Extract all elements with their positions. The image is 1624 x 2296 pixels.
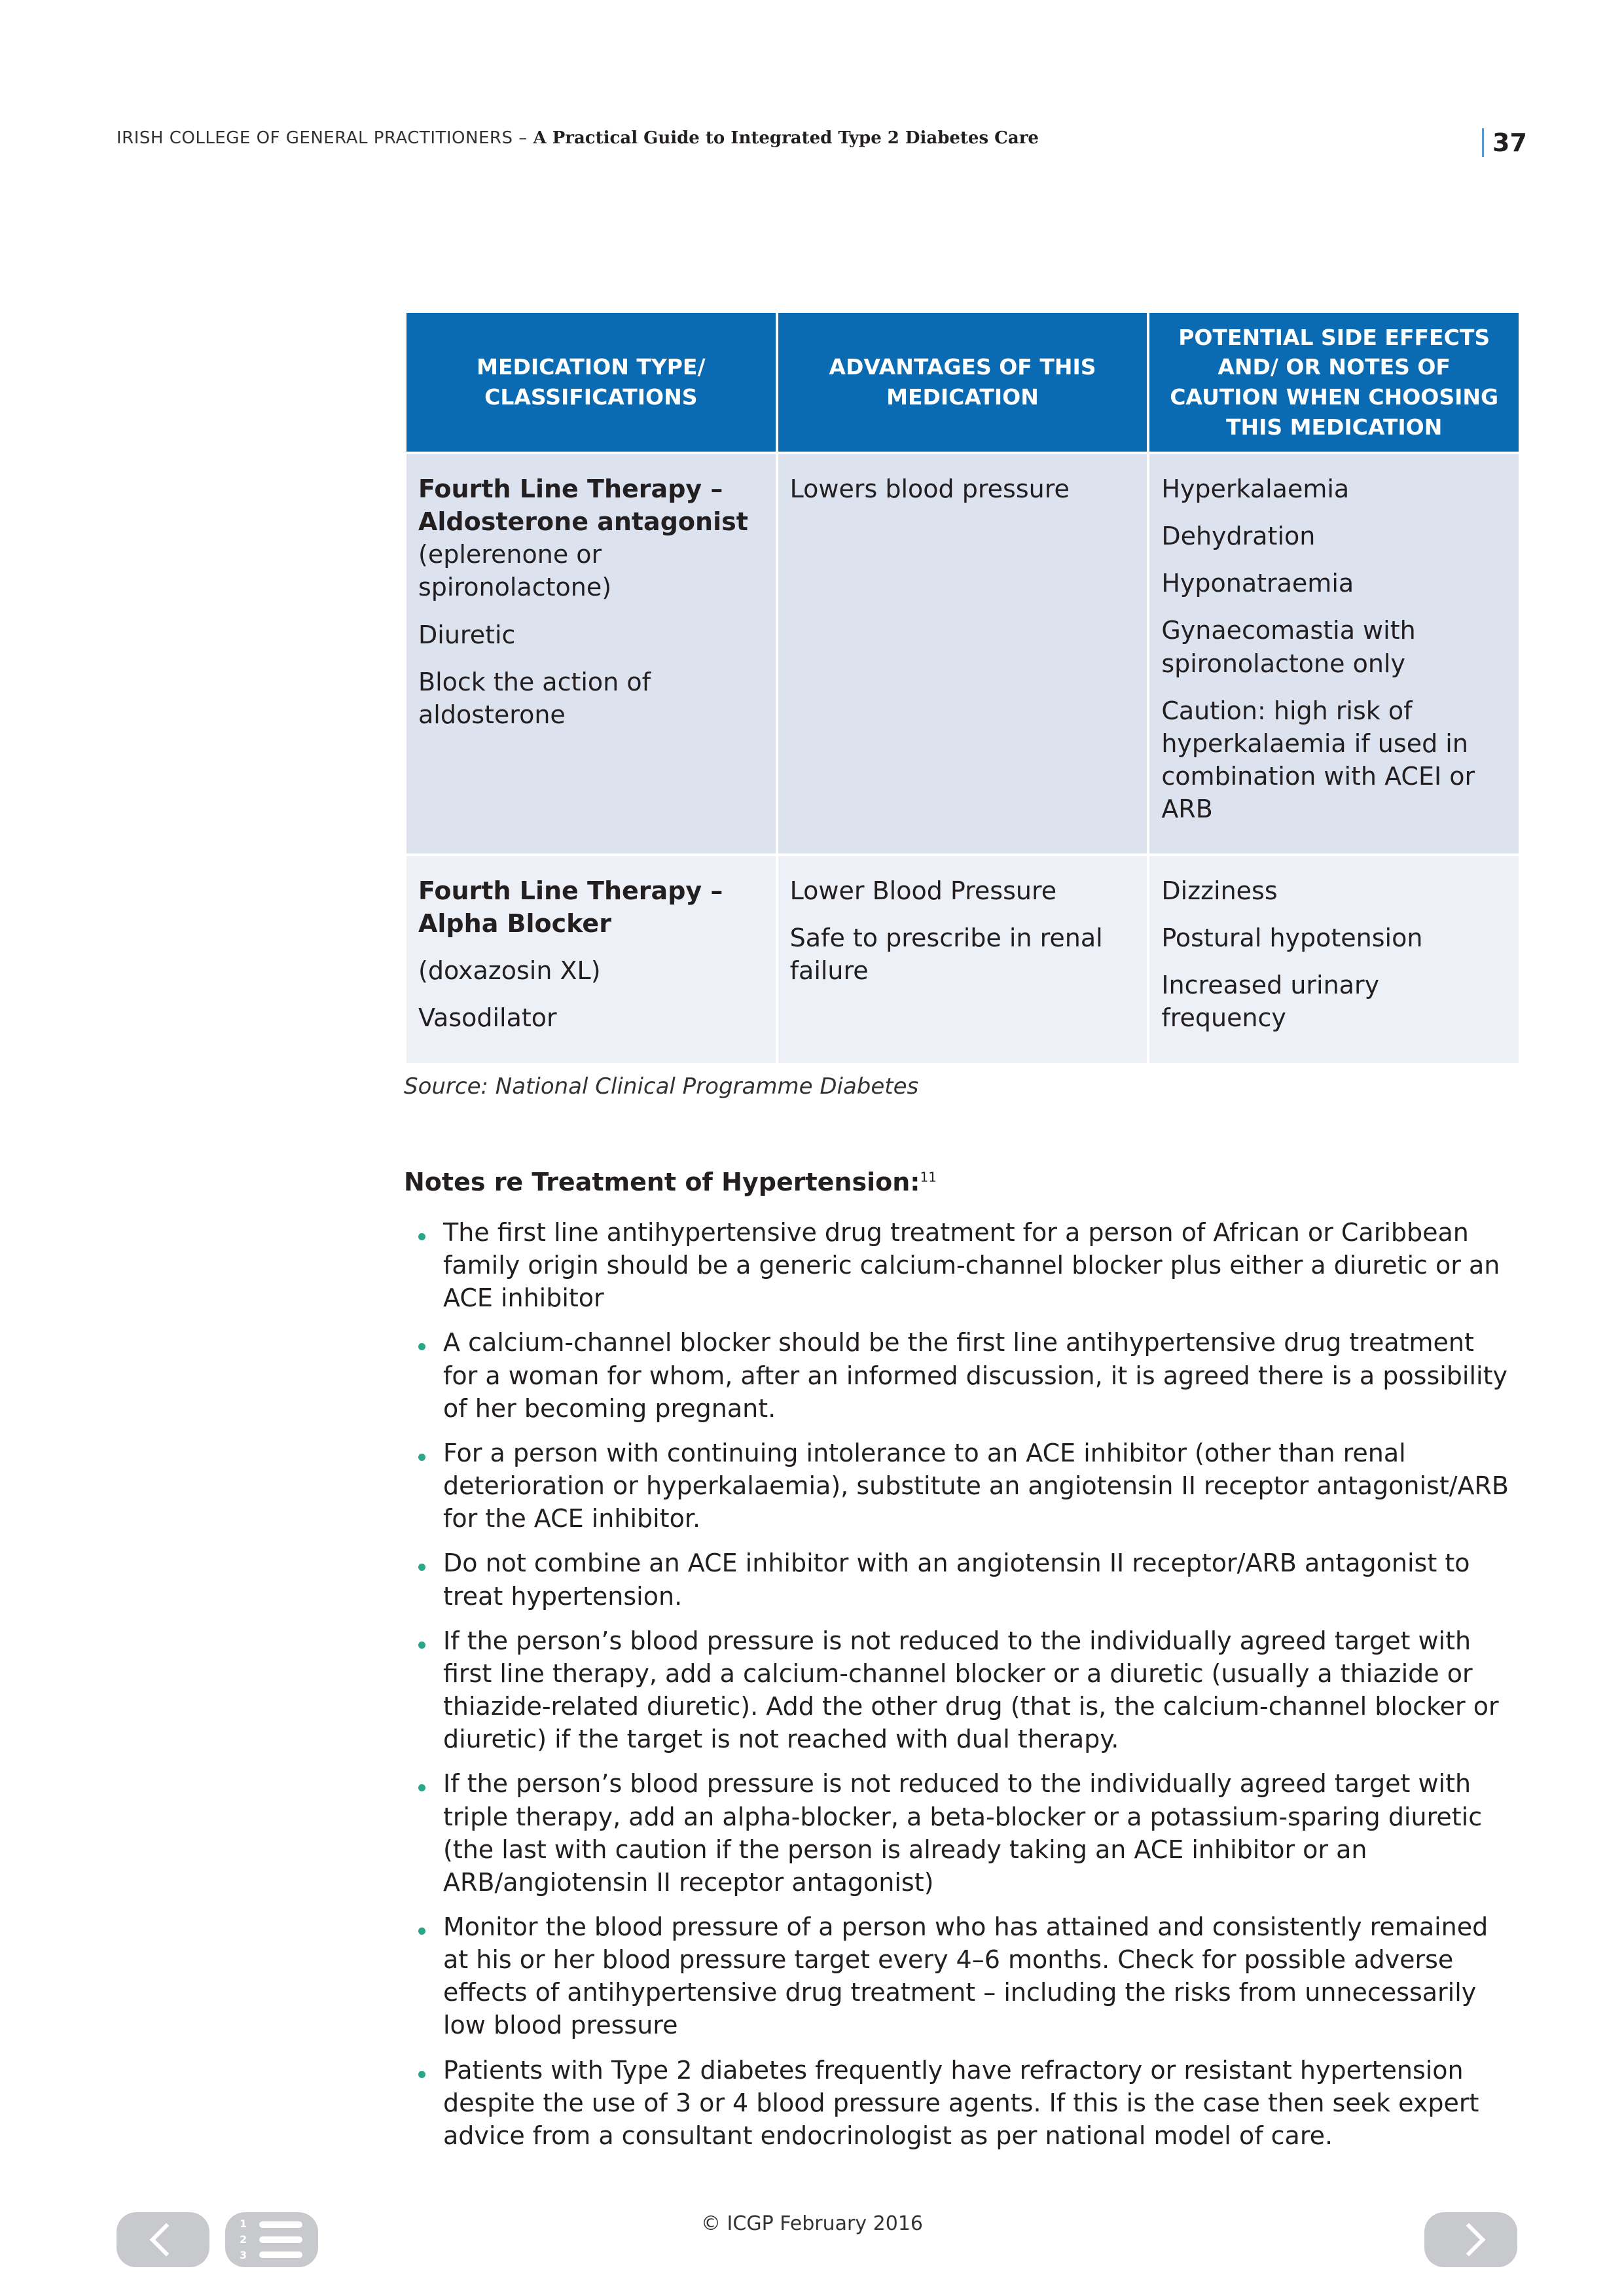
page-number-divider — [1482, 128, 1484, 157]
classification: Vasodilator — [418, 1003, 557, 1033]
list-item — [404, 1326, 1510, 1424]
side-effect: Caution: high risk of hyperkalaemia if used in combination with ACEI or ARB — [1161, 696, 1475, 824]
bullet-icon — [418, 1454, 425, 1461]
bullet-icon — [418, 1641, 425, 1649]
side-effect: Hyperkalaemia — [1161, 475, 1350, 503]
therapy-name: Fourth Line Therapy – Alpha Blocker — [418, 876, 723, 939]
table-row — [406, 856, 1519, 1063]
notes-title — [404, 1168, 937, 1196]
note-text: If the person’s blood pressure is not reduced to the individually agreed target with first line therapy, add a calcium-channel blocker or a diuretic (usually a thiazide or thiazide-related diuretic). Add the other drug (that is, the calcium-channel blocker or diuretic) if the target is not reached with dual therapy. — [443, 1626, 1499, 1754]
bullet-icon — [418, 1564, 425, 1571]
table-source: Source: National Clinical Programme Diabetes — [404, 1073, 919, 1100]
bullet-icon — [418, 1233, 425, 1240]
list-item — [404, 1216, 1510, 1314]
page-header — [117, 128, 1527, 168]
bullet-icon — [418, 2071, 425, 2078]
bullet-icon — [418, 1343, 425, 1350]
toc-number: 2 — [240, 2233, 247, 2246]
note-text: The first line antihypertensive drug treatment for a person of African or Caribbean family origin should be a generic calcium-channel blocker plus either a diuretic or an ACE inhibitor — [443, 1218, 1500, 1313]
numbered-list-icon — [259, 2251, 302, 2258]
cell-side-effects — [1149, 856, 1519, 1063]
mechanism: Block the action of aldosterone — [418, 667, 651, 729]
reference-superscript: 11 — [920, 1169, 937, 1185]
note-text: Monitor the blood pressure of a person who has attained and consistently remained at his or her blood pressure target every 4–6 months. Check for possible adverse effects of antihypertensive drug treatment – including the risks from unnecessarily low blood pressure — [443, 1912, 1489, 2040]
chevron-right-icon — [1453, 2223, 1486, 2257]
cell-medication-type — [406, 454, 776, 853]
side-effect: Postural hypotension — [1161, 924, 1423, 953]
toc-number: 3 — [240, 2249, 247, 2261]
side-effect: Gynaecomastia with spironolactone only — [1161, 616, 1416, 678]
list-item — [404, 2054, 1510, 2152]
advantage: Lowers blood pressure — [789, 475, 1070, 503]
advantage: Safe to prescribe in renal failure — [789, 924, 1103, 986]
col-header-side-effects: POTENTIAL SIDE EFFECTS AND/ OR NOTES OF CAUTION WHEN CHOOSING THIS MEDICATION — [1149, 313, 1519, 452]
medication-table — [404, 310, 1521, 1066]
col-header-advantages: ADVANTAGES OF THIS MEDICATION — [778, 313, 1147, 452]
page-number: 37 — [1492, 128, 1527, 157]
drug-examples: (eplerenone or spironolactone) — [418, 540, 612, 602]
list-item — [404, 1767, 1510, 1899]
cell-advantages — [778, 856, 1147, 1063]
side-effect: Dizziness — [1161, 876, 1278, 905]
drug-examples: (doxazosin XL) — [418, 956, 601, 986]
cell-medication-type — [406, 856, 776, 1063]
cell-side-effects — [1149, 454, 1519, 853]
cell-advantages — [778, 454, 1147, 853]
note-text: For a person with continuing intolerance to an ACE inhibitor (other than renal deterioration or hyperkalaemia), substitute an angiotensin II receptor antagonist/ARB for the ACE inhibitor. — [443, 1438, 1509, 1534]
notes-title-text: Notes re Treatment of Hypertension: — [404, 1168, 920, 1196]
bullet-icon — [418, 1784, 425, 1791]
note-text: A calcium-channel blocker should be the first line antihypertensive drug treatment for a woman for whom, after an informed discussion, it is agreed there is a possibility of her becoming pregnant. — [443, 1328, 1507, 1423]
side-effect: Dehydration — [1161, 522, 1316, 551]
note-text: If the person’s blood pressure is not reduced to the individually agreed target with triple therapy, add an alpha-blocker, a beta-blocker or a potassium-sparing diuretic (the last with caution if the person is already taking an ACE inhibitor or an ARB/angiotensin II receptor antagonist) — [443, 1769, 1483, 1897]
table-row — [406, 454, 1519, 853]
therapy-name: Fourth Line Therapy – Aldosterone antagonist — [418, 475, 748, 537]
note-text: Do not combine an ACE inhibitor with an angiotensin II receptor/ARB antagonist to treat hypertension. — [443, 1549, 1470, 1611]
toc-number: 1 — [240, 2217, 247, 2230]
list-item — [404, 1624, 1510, 1756]
classification: Diuretic — [418, 620, 516, 649]
footer-copyright: © ICGP February 2016 — [700, 2212, 924, 2235]
header-guide-title: A Practical Guide to Integrated Type 2 Diabetes Care — [533, 128, 1039, 148]
side-effect: Increased urinary frequency — [1161, 971, 1380, 1033]
list-item — [404, 1910, 1510, 2042]
next-page-button[interactable] — [1424, 2212, 1517, 2267]
bullet-icon — [418, 1928, 425, 1935]
numbered-list-icon — [259, 2236, 302, 2243]
col-header-medication-type: MEDICATION TYPE/ CLASSIFICATIONS — [406, 313, 776, 452]
note-text: Patients with Type 2 diabetes frequently have refractory or resistant hypertension despite the use of 3 or 4 blood pressure agents. If this is the case then seek expert advice from a consultant endocrinologist as per national model of care. — [443, 2055, 1479, 2150]
header-org: IRISH COLLEGE OF GENERAL PRACTITIONERS – — [117, 128, 533, 148]
side-effect: Hyponatraemia — [1161, 569, 1354, 598]
advantage: Lower Blood Pressure — [789, 876, 1057, 905]
list-item — [404, 1437, 1510, 1535]
list-item — [404, 1547, 1510, 1612]
notes-list — [404, 1216, 1510, 2164]
table-header-row — [406, 313, 1519, 452]
